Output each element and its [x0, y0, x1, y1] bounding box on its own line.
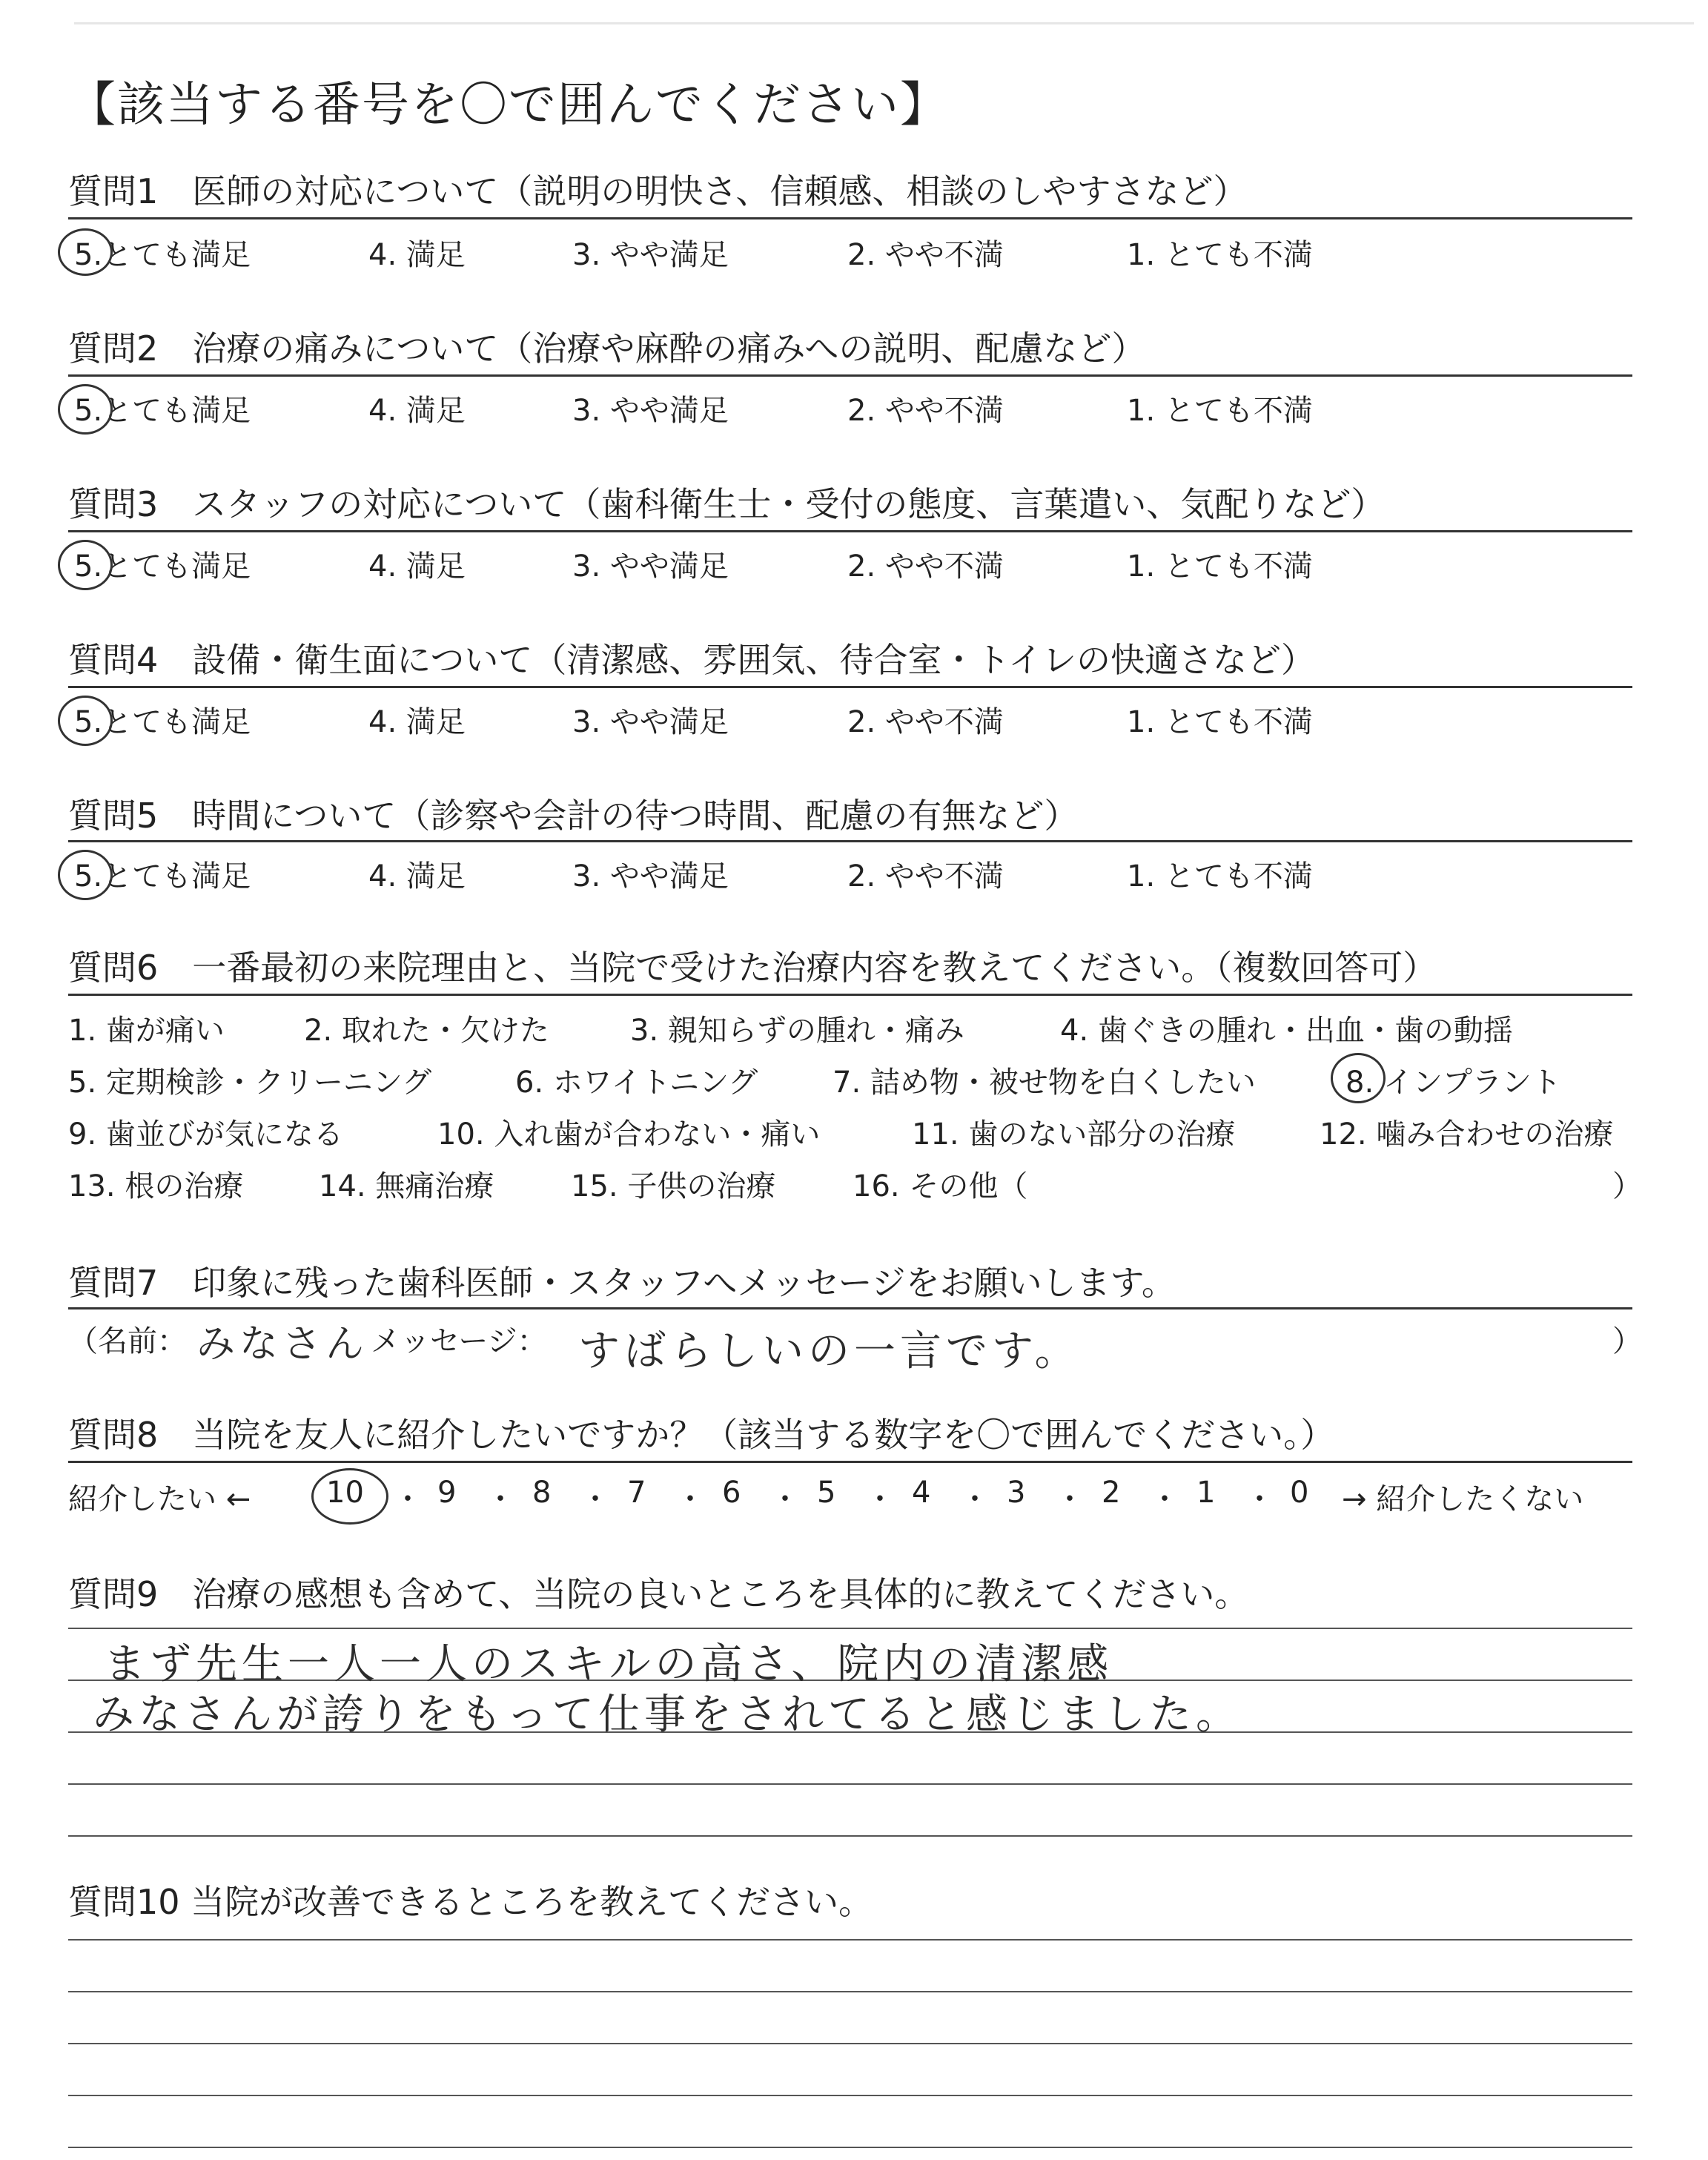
q8-right-label: → 紹介したくない — [1342, 1482, 1584, 1516]
q8-scale-10[interactable]: 10 — [326, 1476, 364, 1510]
q4-option-2[interactable]: 2. やや不満 — [847, 705, 1004, 739]
q6-option-13[interactable]: 13. 根の治療 — [68, 1169, 244, 1203]
q10-line-3 — [68, 2043, 1632, 2044]
q8-scale-7[interactable]: 7 — [627, 1476, 646, 1510]
q6-option-14[interactable]: 14. 無痛治療 — [319, 1169, 494, 1203]
scan-top-edge — [74, 22, 1694, 24]
question-4-title: 質問4 設備・衛生面について（清潔感、雰囲気、待合室・トイレの快適さなど） — [68, 640, 1316, 680]
q8-scale-sep: ・ — [1150, 1482, 1179, 1516]
q3-selection-circle — [58, 540, 113, 590]
question-8-title: 質問8 当院を友人に紹介したいですか？（該当する数字を〇で囲んでください。） — [68, 1415, 1335, 1455]
q6-option-16-close: ） — [1612, 1169, 1642, 1203]
q6-option-7[interactable]: 7. 詰め物・被せ物を白くしたい — [833, 1066, 1256, 1100]
question-4-rule — [68, 686, 1632, 688]
q6-option-12[interactable]: 12. 噛み合わせの治療 — [1320, 1117, 1614, 1152]
q2-option-3[interactable]: 3. やや満足 — [572, 394, 729, 428]
q6-selection-circle — [1331, 1053, 1386, 1103]
q1-selection-circle — [58, 228, 113, 276]
question-1-title: 質問1 医師の対応について（説明の明快さ、信頼感、相談のしやすさなど） — [68, 171, 1248, 211]
q3-option-1[interactable]: 1. とても不満 — [1127, 549, 1313, 584]
q9-line-1 — [68, 1628, 1632, 1629]
q4-option-3[interactable]: 3. やや満足 — [572, 705, 729, 739]
q4-option-1[interactable]: 1. とても不満 — [1127, 705, 1313, 739]
q4-option-4[interactable]: 4. 満足 — [368, 705, 466, 739]
page-title: 【該当する番号を〇で囲んでください】 — [68, 78, 949, 133]
q8-scale-1[interactable]: 1 — [1196, 1476, 1216, 1510]
q8-left-label: 紹介したい ← — [68, 1482, 251, 1516]
q8-scale-9[interactable]: 9 — [437, 1476, 457, 1510]
q10-line-4 — [68, 2095, 1632, 2096]
q6-option-16[interactable]: 16. その他（ — [853, 1169, 1028, 1203]
q3-option-2[interactable]: 2. やや不満 — [847, 549, 1004, 584]
q5-option-2[interactable]: 2. やや不満 — [847, 859, 1004, 894]
q1-option-4[interactable]: 4. 満足 — [368, 238, 466, 272]
q8-scale-5[interactable]: 5 — [817, 1476, 836, 1510]
q4-option-5[interactable]: 5.とても満足 — [74, 705, 251, 739]
question-2-title: 質問2 治療の痛みについて（治療や麻酔の痛みへの説明、配慮など） — [68, 328, 1146, 369]
q3-option-4[interactable]: 4. 満足 — [368, 549, 466, 584]
q8-scale-4[interactable]: 4 — [912, 1476, 931, 1510]
q3-option-3[interactable]: 3. やや満足 — [572, 549, 729, 584]
q9-answer-line-2: みなさんが誇りをもって仕事をされてると感じました。 — [93, 1691, 1242, 1739]
q2-option-4[interactable]: 4. 満足 — [368, 394, 466, 428]
question-6-title: 質問6 一番最初の来院理由と、当院で受けた治療内容を教えてください。（複数回答可） — [68, 948, 1437, 988]
q8-scale-0[interactable]: 0 — [1290, 1476, 1309, 1510]
q6-option-10[interactable]: 10. 入れ歯が合わない・痛い — [437, 1117, 821, 1152]
q8-scale-sep: ・ — [865, 1482, 895, 1516]
question-1-rule — [68, 217, 1632, 219]
q8-scale-8[interactable]: 8 — [532, 1476, 552, 1510]
q8-scale-6[interactable]: 6 — [722, 1476, 741, 1510]
q5-option-1[interactable]: 1. とても不満 — [1127, 859, 1313, 894]
question-5-rule — [68, 840, 1632, 842]
q8-selection-circle — [311, 1468, 388, 1525]
q1-option-1[interactable]: 1. とても不満 — [1127, 238, 1313, 272]
q10-line-2 — [68, 1991, 1632, 1992]
q7-name-handwritten: みなさん — [196, 1322, 369, 1367]
question-3-rule — [68, 530, 1632, 532]
q9-answer-line-1: まず先生一人一人のスキルの高さ、院内の清潔感 — [104, 1640, 1113, 1688]
question-3-title: 質問3 スタッフの対応について（歯科衛生士・受付の態度、言葉遣い、気配りなど） — [68, 484, 1386, 524]
q4-selection-circle — [58, 696, 113, 746]
q10-line-5 — [68, 2147, 1632, 2148]
q8-scale-sep: ・ — [393, 1482, 423, 1516]
q5-option-4[interactable]: 4. 満足 — [368, 859, 466, 894]
q8-scale-sep: ・ — [1245, 1482, 1274, 1516]
q5-selection-circle — [58, 850, 113, 900]
question-10-title: 質問10 当院が改善できるところを教えてください。 — [68, 1882, 873, 1922]
q1-option-3[interactable]: 3. やや満足 — [572, 238, 729, 272]
q7-message-label: メッセージ： — [371, 1324, 547, 1358]
q7-name-label: （名前： — [68, 1324, 187, 1358]
q2-option-1[interactable]: 1. とても不満 — [1127, 394, 1313, 428]
q6-option-9[interactable]: 9. 歯並びが気になる — [68, 1117, 343, 1152]
q6-option-4[interactable]: 4. 歯ぐきの腫れ・出血・歯の動揺 — [1060, 1014, 1513, 1048]
question-5-title: 質問5 時間について（診察や会計の待つ時間、配慮の有無など） — [68, 796, 1079, 836]
q1-option-2[interactable]: 2. やや不満 — [847, 238, 1004, 272]
q9-line-5 — [68, 1835, 1632, 1837]
q8-scale-3[interactable]: 3 — [1007, 1476, 1026, 1510]
q8-scale-sep: ・ — [675, 1482, 705, 1516]
q9-line-4 — [68, 1783, 1632, 1785]
q6-option-6[interactable]: 6. ホワイトニング — [515, 1066, 758, 1100]
q8-scale-sep: ・ — [770, 1482, 800, 1516]
q8-scale-sep: ・ — [1055, 1482, 1085, 1516]
q7-close-paren: ） — [1612, 1324, 1642, 1358]
question-7-rule — [68, 1307, 1632, 1309]
question-7-title: 質問7 印象に残った歯科医師・スタッフへメッセージをお願いします。 — [68, 1263, 1176, 1303]
q6-option-15[interactable]: 15. 子供の治療 — [571, 1169, 776, 1203]
q10-line-1 — [68, 1939, 1632, 1941]
q8-scale-sep: ・ — [486, 1482, 515, 1516]
q5-option-5[interactable]: 5.とても満足 — [74, 859, 251, 894]
q2-option-5[interactable]: 5.とても満足 — [74, 394, 251, 428]
question-6-rule — [68, 994, 1632, 996]
q1-option-5[interactable]: 5.とても満足 — [74, 238, 251, 272]
q5-option-3[interactable]: 3. やや満足 — [572, 859, 729, 894]
q6-option-2[interactable]: 2. 取れた・欠けた — [304, 1014, 549, 1048]
q2-selection-circle — [58, 384, 113, 435]
question-8-rule — [68, 1461, 1632, 1463]
question-9-title: 質問9 治療の感想も含めて、当院の良いところを具体的に教えてください。 — [68, 1574, 1249, 1614]
q6-option-5[interactable]: 5. 定期検診・クリーニング — [68, 1066, 432, 1100]
q6-option-1[interactable]: 1. 歯が痛い — [68, 1014, 225, 1048]
q6-option-11[interactable]: 11. 歯のない部分の治療 — [912, 1117, 1236, 1152]
question-2-rule — [68, 374, 1632, 377]
q8-scale-sep: ・ — [580, 1482, 610, 1516]
q8-scale-2[interactable]: 2 — [1102, 1476, 1121, 1510]
q3-option-5[interactable]: 5.とても満足 — [74, 549, 251, 584]
q6-option-3[interactable]: 3. 親知らずの腫れ・痛み — [630, 1014, 964, 1048]
q8-scale-sep: ・ — [960, 1482, 990, 1516]
q7-message-handwritten: すばらしいの一言です。 — [578, 1327, 1081, 1375]
q6-option-8[interactable]: 8. インプラント — [1345, 1066, 1561, 1100]
q2-option-2[interactable]: 2. やや不満 — [847, 394, 1004, 428]
